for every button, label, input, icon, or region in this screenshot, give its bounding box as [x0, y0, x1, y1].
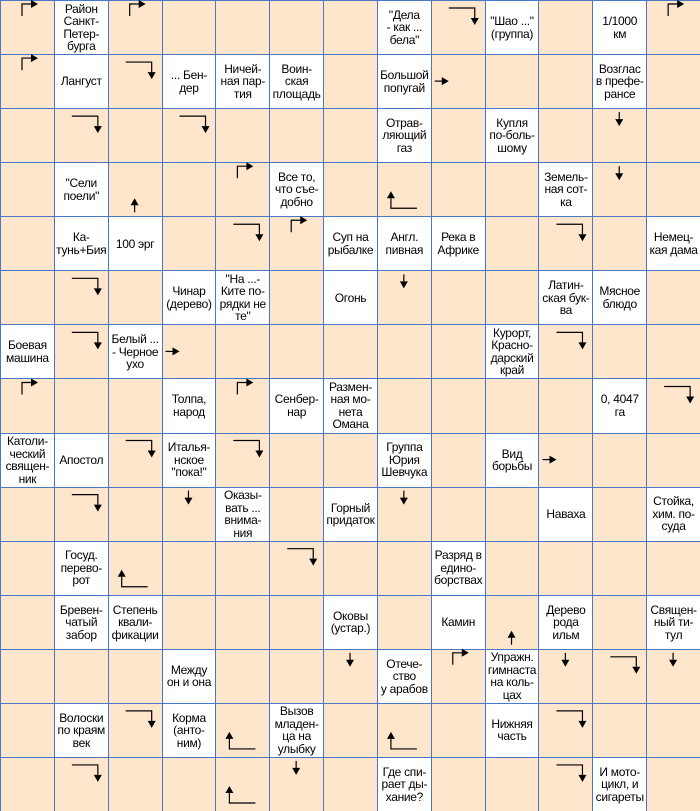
answer-cell[interactable]	[377, 162, 432, 217]
clue-cell: Дерево рода ильм	[538, 595, 593, 650]
answer-cell[interactable]	[108, 162, 163, 217]
clue-cell: Оковы (устар.)	[323, 595, 378, 650]
answer-cell[interactable]	[431, 703, 486, 758]
answer-cell[interactable]	[0, 270, 55, 325]
answer-cell[interactable]	[0, 216, 55, 271]
clue-cell: Все то, что съе- добно	[269, 162, 324, 217]
clue-cell: Возглас в префе- рансе	[592, 54, 647, 109]
answer-cell[interactable]	[377, 487, 432, 542]
answer-cell[interactable]	[108, 108, 163, 163]
clue-cell: "Сели поели"	[54, 162, 109, 217]
answer-cell[interactable]	[377, 324, 432, 379]
answer-cell[interactable]	[592, 108, 647, 163]
clue-cell: Размен- ная мо- нета Омана	[323, 378, 378, 433]
answer-cell[interactable]	[431, 324, 486, 379]
answer-cell[interactable]	[108, 757, 163, 811]
answer-cell[interactable]	[323, 54, 378, 109]
clue-cell: Стойка, хим. по- суда	[646, 487, 700, 542]
answer-cell[interactable]	[485, 216, 540, 271]
answer-cell[interactable]	[0, 162, 55, 217]
answer-cell[interactable]	[0, 54, 55, 109]
clue-cell: Наваха	[538, 487, 593, 542]
clue-cell: "Дела - как ... бела"	[377, 0, 432, 55]
answer-cell[interactable]	[323, 108, 378, 163]
clue-cell: Группа Юрия Шевчука	[377, 433, 432, 488]
answer-cell[interactable]	[377, 595, 432, 650]
answer-cell[interactable]	[485, 487, 540, 542]
answer-cell[interactable]	[431, 162, 486, 217]
clue-cell: Суп на рыбалке	[323, 216, 378, 271]
clue-cell: Апостол	[54, 433, 109, 488]
answer-cell[interactable]	[485, 54, 540, 109]
answer-cell[interactable]	[0, 703, 55, 758]
answer-cell[interactable]	[269, 757, 324, 811]
answer-cell[interactable]	[162, 324, 217, 379]
clue-cell: Корма (анто- ним)	[162, 703, 217, 758]
clue-cell: Район Санкт- Петер- бурга	[54, 0, 109, 55]
answer-cell[interactable]	[646, 649, 700, 704]
answer-cell[interactable]	[269, 487, 324, 542]
clue-cell: Горный придаток	[323, 487, 378, 542]
clue-cell: Сенбер- нар	[269, 378, 324, 433]
clue-cell: Волоски по краям век	[54, 703, 109, 758]
clue-cell: Ка- тунь+Бия	[54, 216, 109, 271]
answer-cell[interactable]	[269, 541, 324, 596]
clue-cell: Священ- ный ти- тул	[646, 595, 700, 650]
answer-cell[interactable]	[108, 433, 163, 488]
answer-cell[interactable]	[485, 541, 540, 596]
answer-cell[interactable]	[538, 324, 593, 379]
clue-cell: Боевая машина	[0, 324, 55, 379]
clue-cell: Ничей- ная пар- тия	[215, 54, 270, 109]
answer-cell[interactable]	[0, 487, 55, 542]
answer-cell[interactable]	[215, 378, 270, 433]
answer-cell[interactable]	[108, 0, 163, 55]
answer-cell[interactable]	[592, 324, 647, 379]
answer-cell[interactable]	[54, 378, 109, 433]
answer-cell[interactable]	[431, 108, 486, 163]
clue-cell: Вид борьбы	[485, 433, 540, 488]
answer-cell[interactable]	[377, 270, 432, 325]
answer-cell[interactable]	[592, 649, 647, 704]
answer-cell[interactable]	[215, 216, 270, 271]
clue-cell: Лангуст	[54, 54, 109, 109]
answer-cell[interactable]	[162, 108, 217, 163]
answer-cell[interactable]	[646, 162, 700, 217]
answer-cell[interactable]	[215, 433, 270, 488]
answer-cell[interactable]	[377, 703, 432, 758]
answer-cell[interactable]	[0, 108, 55, 163]
answer-cell[interactable]	[0, 595, 55, 650]
clue-cell: Камин	[431, 595, 486, 650]
answer-cell[interactable]	[162, 0, 217, 55]
answer-cell[interactable]	[485, 378, 540, 433]
answer-cell[interactable]	[592, 595, 647, 650]
answer-cell[interactable]	[538, 0, 593, 55]
answer-cell[interactable]	[215, 162, 270, 217]
answer-cell[interactable]	[646, 108, 700, 163]
clue-cell: Огонь	[323, 270, 378, 325]
answer-cell[interactable]	[646, 757, 700, 811]
answer-cell[interactable]	[108, 487, 163, 542]
answer-cell[interactable]	[108, 54, 163, 109]
answer-cell[interactable]	[108, 541, 163, 596]
clue-cell: Земель- ная сот- ка	[538, 162, 593, 217]
answer-cell[interactable]	[538, 757, 593, 811]
clue-cell: "Шао ..." (группа)	[485, 0, 540, 55]
clue-cell: Степень квали- фикации	[108, 595, 163, 650]
answer-cell[interactable]	[0, 378, 55, 433]
answer-cell[interactable]	[538, 378, 593, 433]
clue-cell: "На ...- Ките по- рядки не те"	[215, 270, 270, 325]
answer-cell[interactable]	[431, 54, 486, 109]
answer-cell[interactable]	[215, 595, 270, 650]
clue-cell: Толпа, народ	[162, 378, 217, 433]
answer-cell[interactable]	[215, 703, 270, 758]
clue-cell: Воин- ская площадь	[269, 54, 324, 109]
answer-cell[interactable]	[323, 324, 378, 379]
clue-cell: Разряд в едино- борствах	[431, 541, 486, 596]
answer-cell[interactable]	[269, 216, 324, 271]
answer-cell[interactable]	[108, 703, 163, 758]
clue-cell: Нижняя часть	[485, 703, 540, 758]
clue-cell: Упражн. гимнаста на коль- цах	[485, 649, 540, 704]
answer-cell[interactable]	[54, 649, 109, 704]
answer-cell[interactable]	[538, 541, 593, 596]
answer-cell[interactable]	[431, 433, 486, 488]
answer-cell[interactable]	[431, 0, 486, 55]
answer-cell[interactable]	[323, 162, 378, 217]
answer-cell[interactable]	[54, 270, 109, 325]
answer-cell[interactable]	[215, 649, 270, 704]
answer-cell[interactable]	[646, 541, 700, 596]
answer-cell[interactable]	[538, 703, 593, 758]
answer-cell[interactable]	[0, 0, 55, 55]
answer-cell[interactable]	[215, 324, 270, 379]
answer-cell[interactable]	[592, 433, 647, 488]
answer-cell[interactable]	[54, 324, 109, 379]
clue-cell: Река в Африке	[431, 216, 486, 271]
answer-cell[interactable]	[485, 595, 540, 650]
clue-cell: Немец- кая дама	[646, 216, 700, 271]
answer-cell[interactable]	[538, 54, 593, 109]
clue-cell: Католи- ческий священ- ник	[0, 433, 55, 488]
clue-cell: Чинар (дерево)	[162, 270, 217, 325]
answer-cell[interactable]	[538, 216, 593, 271]
answer-cell[interactable]	[162, 162, 217, 217]
answer-cell[interactable]	[646, 0, 700, 55]
answer-cell[interactable]	[592, 541, 647, 596]
clue-cell: Латин- ская бук- ва	[538, 270, 593, 325]
clue-cell: Между он и она	[162, 649, 217, 704]
clue-cell: Курорт, Красно- дарский край	[485, 324, 540, 379]
answer-cell[interactable]	[0, 541, 55, 596]
answer-cell[interactable]	[323, 757, 378, 811]
answer-cell[interactable]	[269, 433, 324, 488]
answer-cell[interactable]	[646, 270, 700, 325]
answer-cell[interactable]	[269, 0, 324, 55]
clue-cell: Белый ... - Черное ухо	[108, 324, 163, 379]
answer-cell[interactable]	[162, 487, 217, 542]
clue-cell: Оказы- вать ... внима- ния	[215, 487, 270, 542]
answer-cell[interactable]	[485, 757, 540, 811]
answer-cell[interactable]	[431, 649, 486, 704]
answer-cell[interactable]	[538, 108, 593, 163]
answer-cell[interactable]	[108, 270, 163, 325]
answer-cell[interactable]	[431, 270, 486, 325]
answer-cell[interactable]	[162, 541, 217, 596]
clue-cell: Италья- нское "пока!"	[162, 433, 217, 488]
clue-cell: Отече- ство у арабов	[377, 649, 432, 704]
answer-cell[interactable]	[269, 270, 324, 325]
answer-cell[interactable]	[215, 108, 270, 163]
clue-cell: Госуд. перево- рот	[54, 541, 109, 596]
answer-cell[interactable]	[215, 757, 270, 811]
clue-cell: Бревен- чатый забор	[54, 595, 109, 650]
answer-cell[interactable]	[646, 378, 700, 433]
answer-cell[interactable]	[215, 0, 270, 55]
clue-cell: 100 эрг	[108, 216, 163, 271]
clue-cell: Мясное блюдо	[592, 270, 647, 325]
answer-cell[interactable]	[646, 54, 700, 109]
clue-cell: Вызов младен- ца на улыбку	[269, 703, 324, 758]
clue-cell: 0, 4047 га	[592, 378, 647, 433]
answer-cell[interactable]	[431, 757, 486, 811]
answer-cell[interactable]	[592, 703, 647, 758]
answer-cell[interactable]	[269, 324, 324, 379]
clue-cell: Англ. пивная	[377, 216, 432, 271]
answer-cell[interactable]	[431, 487, 486, 542]
answer-cell[interactable]	[646, 703, 700, 758]
answer-cell[interactable]	[0, 757, 55, 811]
answer-cell[interactable]	[54, 487, 109, 542]
clue-cell: И мото- цикл, и сигареты	[592, 757, 647, 811]
answer-cell[interactable]	[323, 541, 378, 596]
answer-cell[interactable]	[485, 162, 540, 217]
answer-cell[interactable]	[108, 378, 163, 433]
clue-cell: Большой попугай	[377, 54, 432, 109]
clue-cell: Отрав- ляющий газ	[377, 108, 432, 163]
answer-cell[interactable]	[377, 378, 432, 433]
answer-cell[interactable]	[108, 649, 163, 704]
answer-cell[interactable]	[323, 433, 378, 488]
answer-cell[interactable]	[269, 108, 324, 163]
answer-cell[interactable]	[162, 216, 217, 271]
answer-cell[interactable]	[538, 433, 593, 488]
answer-cell[interactable]	[215, 541, 270, 596]
answer-cell[interactable]	[377, 541, 432, 596]
answer-cell[interactable]	[592, 162, 647, 217]
answer-cell[interactable]	[323, 0, 378, 55]
clue-cell: Где спи- рает ды- хание?	[377, 757, 432, 811]
answer-cell[interactable]	[323, 649, 378, 704]
clue-cell: 1/1000 км	[592, 0, 647, 55]
answer-cell[interactable]	[592, 487, 647, 542]
answer-cell[interactable]	[646, 324, 700, 379]
answer-cell[interactable]	[162, 595, 217, 650]
answer-cell[interactable]	[646, 433, 700, 488]
answer-cell[interactable]	[162, 757, 217, 811]
answer-cell[interactable]	[323, 703, 378, 758]
answer-cell[interactable]	[0, 649, 55, 704]
answer-cell[interactable]	[431, 378, 486, 433]
answer-cell[interactable]	[592, 216, 647, 271]
answer-cell[interactable]	[54, 108, 109, 163]
clue-cell: Купля по-боль- шому	[485, 108, 540, 163]
answer-cell[interactable]	[54, 757, 109, 811]
answer-cell[interactable]	[485, 270, 540, 325]
clue-cell: ... Бен- дер	[162, 54, 217, 109]
answer-cell[interactable]	[269, 595, 324, 650]
answer-cell[interactable]	[538, 649, 593, 704]
answer-cell[interactable]	[269, 649, 324, 704]
